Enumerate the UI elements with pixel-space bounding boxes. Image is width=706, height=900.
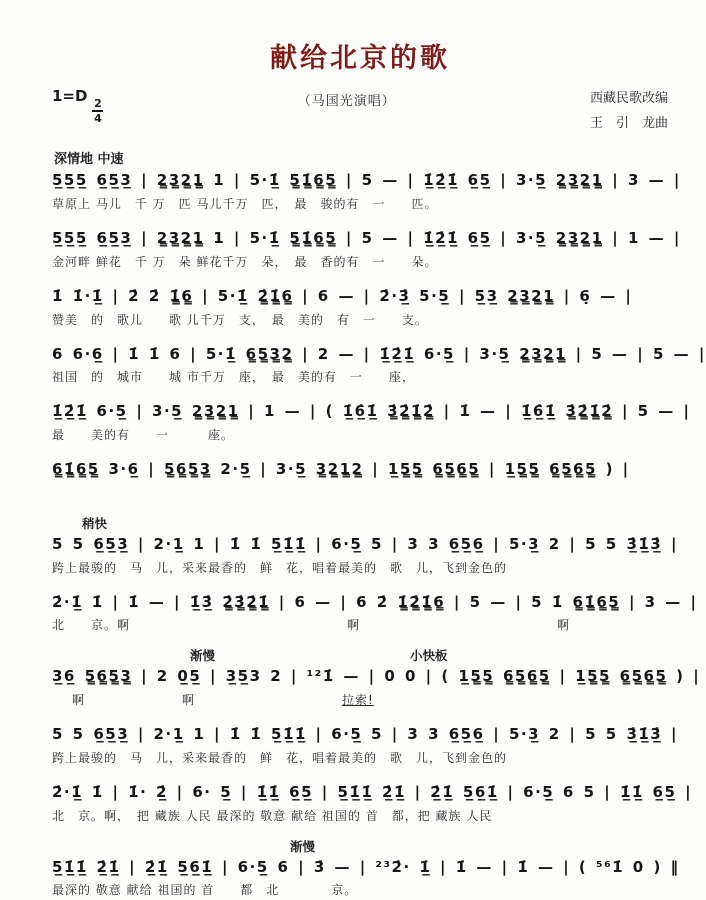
music-system-9	[52, 646, 701, 710]
notation-line: 5̲1̲̇1̲̇ 2̲̇1̲̇ | 2̲̇1̲̇ 5̲6̲1̲̇ | 6·5̲ 6 | 3̇ — | ²³2̇· 1̲̇ | 1̇ — | 1̇ — | ( ⁵⁶1̇ 0 ) ‖	[52, 857, 680, 876]
arranger-credit: 西藏民歌改编	[589, 91, 668, 106]
notation-line: 5 5 6̲5̲3̲ | 2·1̲ 1 | 1̇ 1̇ 5̲1̲̇1̲̇ | 6·5̲ 5 | 3 3 6̲5̲6̲ | 5·3̲ 2 | 5 5 3̲̇1̲̇3̲̇ |	[52, 725, 678, 744]
lyrics-line: 最 美的有 一 座。	[52, 428, 235, 443]
credits	[590, 87, 668, 136]
page-title: 献给北京的歌	[270, 43, 450, 74]
lyrics-line: 北 京。啊， 把 藏族 人民 最深的 敬意 献给 祖国的 首 都，把 藏族 人民	[52, 808, 493, 823]
lyric-fragment: 啊	[72, 693, 86, 708]
lyrics-line: 金河畔 鲜花 千 万 朵 鲜花千万 朵， 最 香的有 一 朵。	[52, 254, 438, 269]
lyric-fragment: 啊	[182, 693, 196, 708]
notation-line: 5̲5̲5̲ 6̲5̲3̲ | 2̳3̳2̳1̳ 1 | 5·1̲̇ 5̳1̳̇6̳5̳ | 5 — | 1̲̇2̲̇1̲̇ 6̲5̲ | 3·5̲ 2̳3̳2̳1̳ | 1 — |	[52, 229, 681, 248]
key-label: 1=D	[52, 87, 88, 105]
music-system-1	[52, 167, 681, 214]
notation-line: 1̲̇2̲̇1̲̇ 6·5̲ | 3·5̲ 2̳3̳2̳1̳ | 1 — | ( 1̲̇6̲̇1̲̇ 3̳̇2̳̇1̳̇2̳̇ | 1̇ — | 1̲̇6̲̇1̲̇ 3̳̇2̳̇1̳̇2̳̇ | 5 — |	[52, 402, 691, 421]
lyrics-line: 祖国 的 城市 城 市千万 座， 最 美的有 一 座，	[52, 370, 415, 385]
performer-credit: （马国光演唱）	[297, 94, 396, 109]
key-signature	[52, 87, 103, 124]
lyrics-line: 跨上最骏的 马 儿，采来最香的 鲜 花，唱着最美的 歌 儿，飞到金色的	[52, 750, 508, 765]
lyric-fragment: 北 京。啊	[52, 618, 131, 633]
lyrics-line	[52, 484, 668, 503]
music-system-2	[52, 225, 681, 272]
music-system-10	[52, 721, 678, 768]
lyrics-line: 草原上 马儿 千 万 匹 马儿千万 匹， 最 骏的有 一 匹。	[52, 197, 438, 212]
music-system-5	[52, 398, 691, 445]
tempo-marking: 深情地 中速	[54, 152, 124, 168]
meta-row	[52, 87, 668, 136]
tempo-change-row	[52, 646, 668, 663]
notation-line: 5̲5̲5̲ 6̲5̲3̲ | 2̳3̳2̳1̳ 1 | 5·1̲̇ 5̳1̳̇6̳5̳ | 5 — | 1̲̇2̲̇1̲̇ 6̲5̲ | 3·5̲ 2̳3̳2̳1̳ | 3 — |	[52, 171, 681, 190]
notation-line: 2̇·1̲̇ 1̇ | 1̇· 2̲̇ | 6· 5̲ | 1̲̇1̲̇ 6̲5̲ | 5̲1̲̇1̲̇ 2̲̇1̲̇ | 2̲̇1̲̇ 5̲6̲1̲̇ | 6·5̲ 6 5 | 1̲̇1̲̇ 6̲5̲ |	[52, 782, 693, 801]
notation-line: 3̲6̲ 5̳6̳5̳3̳ | 2 0̲5̲ | 3̲5̲3 2 | ¹²1̇ — | 0 0 | ( 1̲5̳5̳ 6̳5̳6̳5̳ | 1̲5̳5̳ 6̳5̳6̳5̳ ) |	[52, 667, 701, 686]
music-system-6	[52, 456, 668, 503]
notation-line: 5 5 6̲5̲3̲ | 2·1̲ 1 | 1̇ 1̇ 5̲1̲̇1̲̇ | 6·5̲ 5 | 3 3 6̲5̲6̲ | 5·3̲ 2 | 5 5 3̲̇1̲̇3̲̇ |	[52, 534, 678, 553]
lyrics-line: 赞美 的 歌儿 歌 儿千万 支， 最 美的 有 一 支。	[52, 312, 428, 327]
lyrics-line: 跨上最骏的 马 儿，采来最香的 鲜 花，唱着最美的 歌 儿，飞到金色的	[52, 560, 508, 575]
notation-line: 1̇ 1̇·1̲̇ | 2̇ 2̇ 1̳̇6̳ | 5·1̲̇ 2̳̇1̳̇6̳ | 6 — | 2̇·3̲̇ 5·5̲ | 5̲3̲ 2̳3̳2̳1̳ | 6̣ — |	[52, 286, 633, 305]
notation-line: 2̇·1̲̇ 1̇ | 1̇ — | 1̲̇3̲̇ 2̳̇3̳̇2̳̇1̳̇ | 6 — | 6 2̇ 1̳̇2̳̇1̳̇6̳ | 5 — | 5 1̇ 6̳1̳̇6̳5̳ | 3 — |	[52, 592, 698, 611]
music-system-3	[52, 283, 668, 330]
notation-line: 6 6·6̲ | 1̇ 1̇ 6 | 5·1̲̇ 6̳5̳3̳2̳ | 2 — | 1̲̇2̲̇1̲̇ 6·5̲ | 3·5̲ 2̳3̳2̳1̳ | 5 — | 5 — |	[52, 344, 706, 363]
music-system-12	[52, 837, 680, 900]
meter-numerator: 2	[94, 97, 102, 110]
lyric-fragment: 拉索!	[342, 693, 374, 708]
lyrics-line	[52, 616, 668, 635]
composer-credit: 王 引 龙曲	[589, 115, 668, 131]
music-system-11	[52, 779, 693, 826]
music-system-8	[52, 589, 698, 636]
music-system-4	[52, 341, 706, 388]
tempo-change-row	[52, 837, 668, 854]
ritardando-label: 渐慢	[190, 648, 216, 664]
allegretto-label: 小快板	[410, 648, 448, 664]
lyrics-line: 最深的 敬意 献给 祖国的 首 都 北 京。	[52, 883, 358, 898]
lyric-fragment: 啊	[557, 618, 571, 633]
tempo-change-label: 稍快	[82, 515, 108, 531]
meter-denominator: 4	[94, 112, 102, 125]
music-system-7	[52, 514, 678, 578]
tempo-change-row	[52, 514, 668, 531]
lyric-fragment: 啊	[347, 618, 361, 633]
time-signature	[92, 98, 103, 124]
notation-line: 6̳1̳̇6̳5̳ 3·6̲ | 5̳6̳5̳3̳ 2·5̲ | 3·5̲ 3̳2̳1̳2̳ | 1̲5̳5̳ 6̳5̳6̳5̳ | 1̲5̳5̳ 6̳5̳6̳5̳ ) |	[52, 460, 630, 479]
ritardando-label: 渐慢	[290, 838, 316, 854]
lyrics-line	[52, 691, 668, 710]
